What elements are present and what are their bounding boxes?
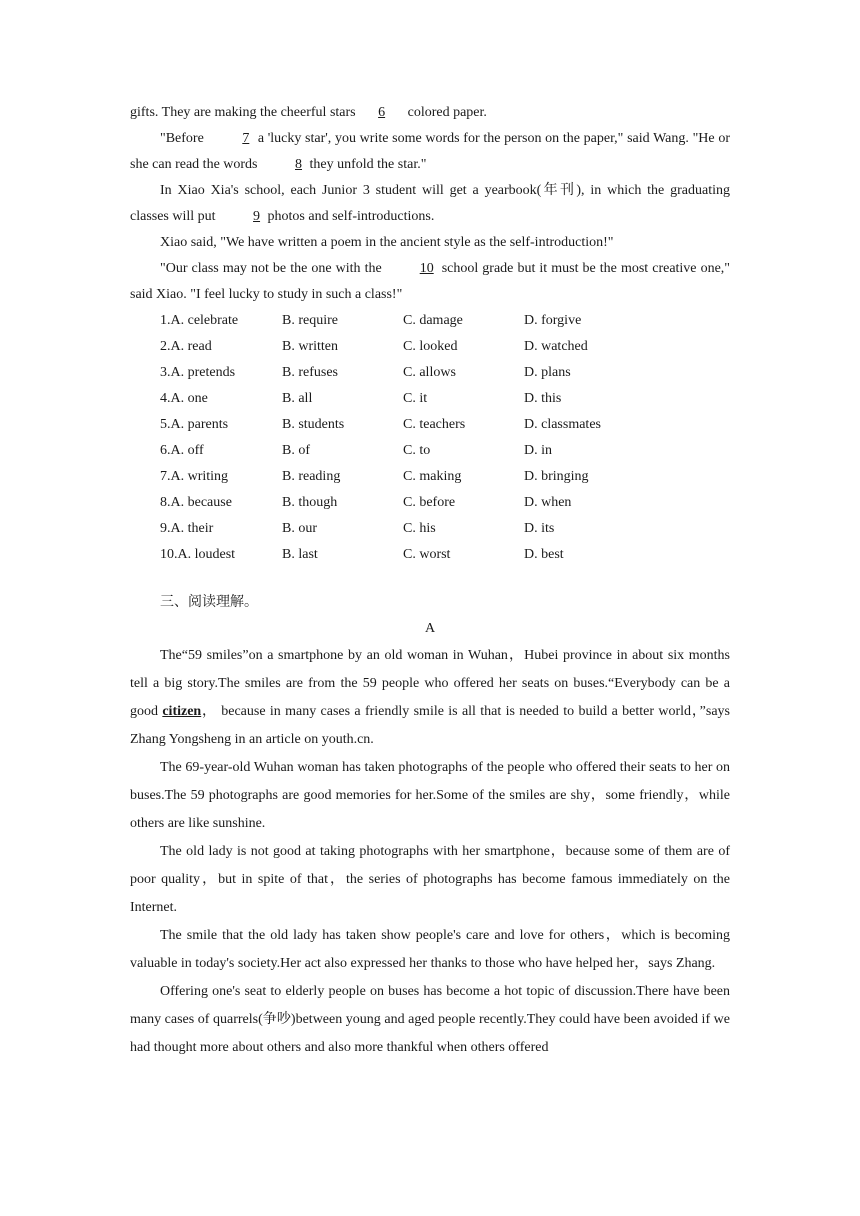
option-d: D. classmates xyxy=(524,417,601,432)
option-c: C. damage xyxy=(403,313,463,328)
option-a: 5.A. parents xyxy=(160,417,229,432)
option-c: C. worst xyxy=(403,547,451,562)
text-span: "Our class may not be the one with the xyxy=(160,261,382,276)
option-c: C. looked xyxy=(403,339,458,354)
section-heading: 三、阅读理解。 xyxy=(160,595,258,610)
text-span: In Xiao Xia's school, each Junior 3 student will get a yearbook(年刊), in which the graduating classes will put xyxy=(130,183,730,224)
passage-paragraph-3: The old lady is not good at taking photographs with her smartphone，because some of them are of poor quality，but in spite of that，the series of photographs has become famous immediately on the Internet. xyxy=(130,844,730,915)
text-span: school grade but it must be the most creative one," said Xiao. "I feel lucky to study in such a class!" xyxy=(130,261,731,302)
option-c: C. teachers xyxy=(403,417,466,432)
option-row xyxy=(130,360,730,386)
option-b: B. refuses xyxy=(282,365,338,380)
option-a: 10.A. loudest xyxy=(160,547,236,562)
passage-paragraph-5: Offering one's seat to elderly people on buses has become a hot topic of discussion.There have been many cases of quarrels(争吵)between young and aged people recently.They could have been avoided if we had thought more about others and also more thankful when others offered xyxy=(130,984,730,1055)
option-a: 3.A. pretends xyxy=(160,365,236,380)
blank-7: 7 xyxy=(242,131,250,146)
option-a: 8.A. because xyxy=(160,495,232,510)
option-a: 4.A. one xyxy=(160,391,208,406)
option-d: D. forgive xyxy=(524,313,582,328)
text-span: The“59 smiles”on a smartphone by an old woman in Wuhan，Hubei province in about six months tell a big story.The smiles are from the 59 people who offered her seats on buses.“Everybody can be a good xyxy=(130,648,730,719)
option-row xyxy=(130,542,730,568)
blank-9: 9 xyxy=(253,209,261,224)
page-content xyxy=(130,100,730,1062)
option-row xyxy=(130,412,730,438)
text-span: they unfold the star." xyxy=(309,157,427,172)
cloze-paragraph-7-8 xyxy=(130,126,730,178)
option-b: B. reading xyxy=(282,469,341,484)
blank-10: 10 xyxy=(419,261,434,276)
passage-paragraph-4: The smile that the old lady has taken show people's care and love for others，which is becoming valuable in today's society.Her act also expressed her thanks to those who have helped her，says Zhang. xyxy=(130,928,730,971)
option-b: B. written xyxy=(282,339,338,354)
text-span: "Before xyxy=(160,131,204,146)
option-c: C. making xyxy=(403,469,462,484)
option-c: C. to xyxy=(403,443,431,458)
option-d: D. this xyxy=(524,391,562,406)
option-b: B. our xyxy=(282,521,317,536)
option-c: C. allows xyxy=(403,365,456,380)
cloze-paragraph-10 xyxy=(130,256,730,308)
option-d: D. in xyxy=(524,443,552,458)
reading-passage xyxy=(130,642,730,1062)
option-d: D. its xyxy=(524,521,555,536)
option-b: B. though xyxy=(282,495,338,510)
cloze-line-6 xyxy=(130,100,730,126)
option-d: D. plans xyxy=(524,365,571,380)
option-d: D. when xyxy=(524,495,572,510)
option-row xyxy=(130,334,730,360)
option-b: B. students xyxy=(282,417,345,432)
option-a: 7.A. writing xyxy=(160,469,229,484)
passage-paragraph-1 xyxy=(130,642,730,754)
blank-6: 6 xyxy=(378,105,386,120)
option-d: D. best xyxy=(524,547,564,562)
text-span: photos and self-introductions. xyxy=(267,209,435,224)
option-b: B. last xyxy=(282,547,318,562)
option-row xyxy=(130,438,730,464)
option-b: B. of xyxy=(282,443,310,458)
option-row xyxy=(130,490,730,516)
option-row xyxy=(130,516,730,542)
option-a: 9.A. their xyxy=(160,521,214,536)
option-a: 1.A. celebrate xyxy=(160,313,239,328)
option-a: 2.A. read xyxy=(160,339,212,354)
options-list xyxy=(130,308,730,568)
option-row xyxy=(130,464,730,490)
option-row xyxy=(130,386,730,412)
option-c: C. it xyxy=(403,391,428,406)
option-c: C. his xyxy=(403,521,436,536)
text-span: colored paper. xyxy=(407,105,487,120)
option-c: C. before xyxy=(403,495,456,510)
text-span: ， because in many cases a friendly smile is all that is needed to build a better world，”says Zhang Yongsheng in an article on youth.cn. xyxy=(130,704,730,747)
option-a: 6.A. off xyxy=(160,443,204,458)
cloze-line-xiao: Xiao said, "We have written a poem in the ancient style as the self-introduction!" xyxy=(160,235,614,250)
cloze-paragraph-9 xyxy=(130,178,730,230)
option-d: D. watched xyxy=(524,339,588,354)
passage-paragraph-2: The 69-year-old Wuhan woman has taken photographs of the people who offered their seats to her on buses.The 59 photographs are good memories for her.Some of the smiles are shy，some friendly，while others are like sunshine. xyxy=(130,760,730,831)
passage-label: A xyxy=(424,621,436,636)
option-b: B. require xyxy=(282,313,338,328)
text-span: gifts. They are making the cheerful stars xyxy=(130,105,356,120)
option-d: D. bringing xyxy=(524,469,589,484)
key-word: citizen xyxy=(162,704,202,719)
text-span: a 'lucky star', you write some words for the person on the paper," said Wang. "He or she can read the words xyxy=(130,131,730,172)
option-b: B. all xyxy=(282,391,313,406)
option-row xyxy=(130,308,730,334)
blank-8: 8 xyxy=(295,157,303,172)
